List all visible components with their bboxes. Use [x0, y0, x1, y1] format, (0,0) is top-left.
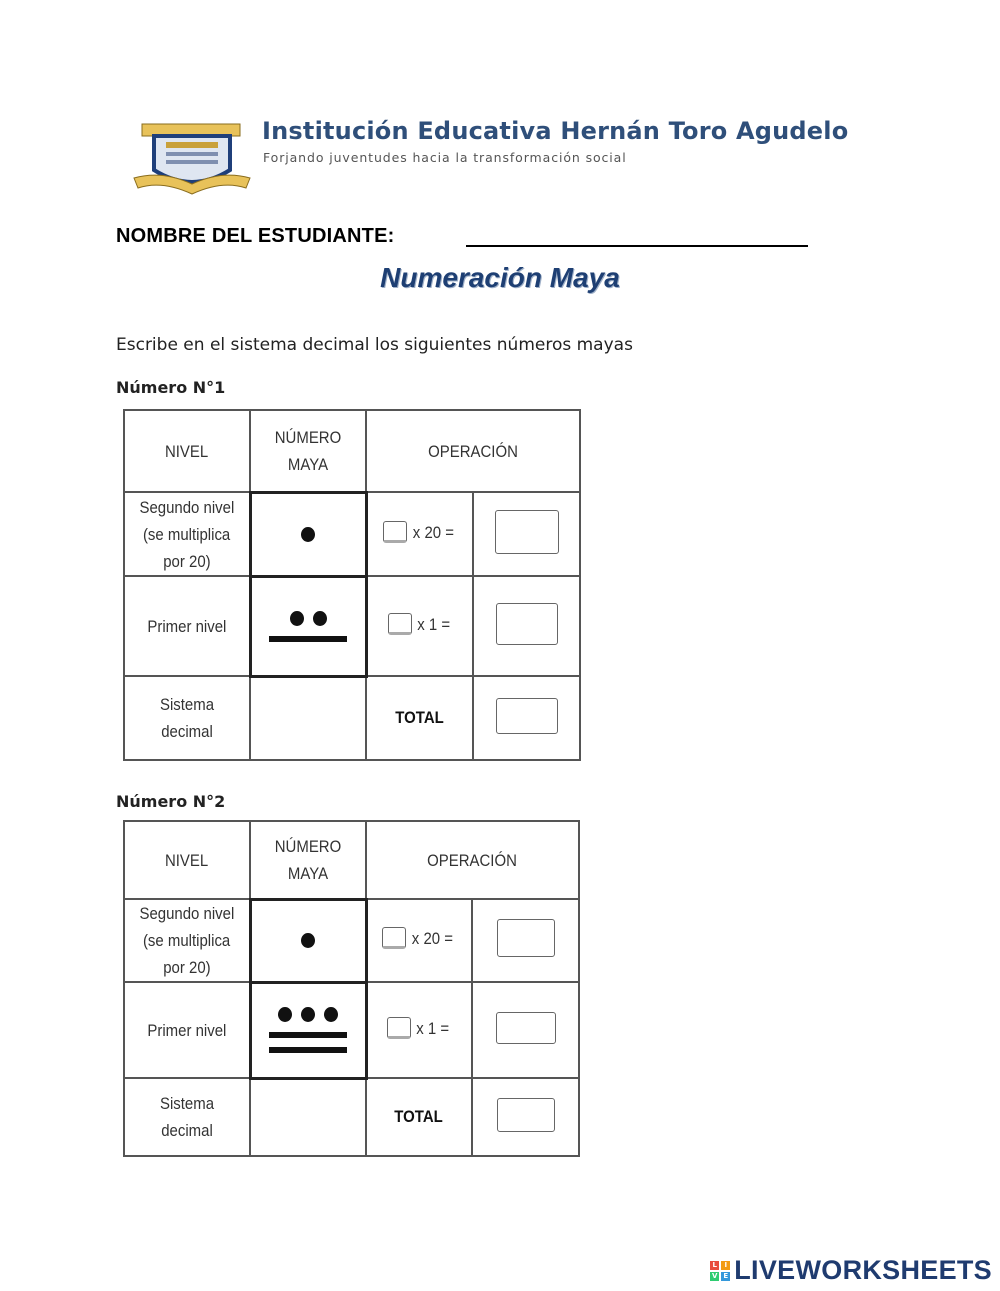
page-title: Numeración Maya: [380, 262, 620, 293]
level-label-second: Segundo nivel (se multiplica por 20): [124, 492, 250, 576]
empty-cell: [250, 676, 366, 760]
multiplier-input-box[interactable]: [387, 1017, 411, 1039]
table-header-row: [124, 410, 580, 492]
column-header-operacion: OPERACIÓN: [366, 410, 580, 492]
maya-glyph-second-level: [250, 492, 366, 576]
maya-bar-icon: [269, 1047, 347, 1053]
table-row: [124, 899, 579, 982]
column-header-numero-maya: NÚMERO MAYA: [250, 821, 366, 899]
operation-x1: x 1 =: [366, 982, 472, 1078]
multiplier-input-box[interactable]: [382, 927, 406, 949]
operation-x20: x 20 =: [366, 492, 473, 576]
exercise-2-label: Número N°2: [116, 792, 226, 811]
maya-dot-icon: [278, 1007, 292, 1022]
exercise-1-table: [123, 409, 581, 761]
maya-dot-icon: [290, 611, 304, 626]
answer-input-x1[interactable]: [496, 603, 558, 645]
level-label-first: Primer nivel: [124, 982, 250, 1078]
answer-input-total[interactable]: [496, 698, 558, 734]
maya-dot-icon: [313, 611, 327, 626]
total-label: TOTAL: [366, 676, 473, 760]
liveworksheets-icon: L I V E: [709, 1260, 731, 1282]
operation-x1: x 1 =: [366, 576, 473, 676]
maya-dot-icon: [301, 933, 315, 948]
table-row: [124, 492, 580, 576]
maya-bar-icon: [269, 636, 347, 642]
school-motto: Forjando juventudes hacia la transformación social: [263, 150, 627, 165]
column-header-nivel: NIVEL: [124, 410, 250, 492]
instruction-text: Escribe en el sistema decimal los siguientes números mayas: [116, 335, 633, 355]
exercise-2-table: [123, 820, 580, 1157]
answer-input-x20[interactable]: [495, 510, 559, 554]
liveworksheets-logo[interactable]: [709, 1255, 992, 1286]
level-label-decimal: Sistema decimal: [124, 676, 250, 760]
level-label-second: Segundo nivel (se multiplica por 20): [124, 899, 250, 982]
level-label-decimal: Sistema decimal: [124, 1078, 250, 1156]
answer-input-x1[interactable]: [496, 1012, 556, 1044]
answer-cell: [472, 982, 579, 1078]
answer-input-x20[interactable]: [497, 919, 555, 957]
table-header-row: [124, 821, 579, 899]
answer-cell: [473, 576, 580, 676]
table-row: [124, 676, 580, 760]
maya-glyph-first-level: [250, 982, 366, 1078]
table-row: [124, 576, 580, 676]
student-name-label: NOMBRE DEL ESTUDIANTE:: [116, 225, 395, 247]
answer-cell: [473, 676, 580, 760]
total-label: TOTAL: [366, 1078, 472, 1156]
answer-cell: [472, 899, 579, 982]
school-name: Institución Educativa Hernán Toro Agudelo: [262, 117, 849, 145]
maya-dot-icon: [324, 1007, 338, 1022]
operation-x20: x 20 =: [366, 899, 472, 982]
multiplier-input-box[interactable]: [383, 521, 407, 543]
column-header-operacion: OPERACIÓN: [366, 821, 579, 899]
empty-cell: [250, 1078, 366, 1156]
maya-glyph-first-level: [250, 576, 366, 676]
liveworksheets-brand-text: LIVEWORKSHEETS: [734, 1255, 992, 1285]
maya-bar-icon: [269, 1032, 347, 1038]
column-header-numero-maya: NÚMERO MAYA: [250, 410, 366, 492]
answer-cell: [472, 1078, 579, 1156]
maya-glyph-second-level: [250, 899, 366, 982]
table-row: [124, 982, 579, 1078]
exercise-1-label: Número N°1: [116, 378, 226, 397]
answer-input-total[interactable]: [497, 1098, 555, 1132]
level-label-first: Primer nivel: [124, 576, 250, 676]
table-row: [124, 1078, 579, 1156]
student-name-line[interactable]: [466, 245, 808, 247]
multiplier-input-box[interactable]: [388, 613, 412, 635]
column-header-nivel: NIVEL: [124, 821, 250, 899]
school-crest-icon: [132, 122, 252, 198]
maya-dot-icon: [301, 1007, 315, 1022]
maya-dot-icon: [301, 527, 315, 542]
answer-cell: [473, 492, 580, 576]
